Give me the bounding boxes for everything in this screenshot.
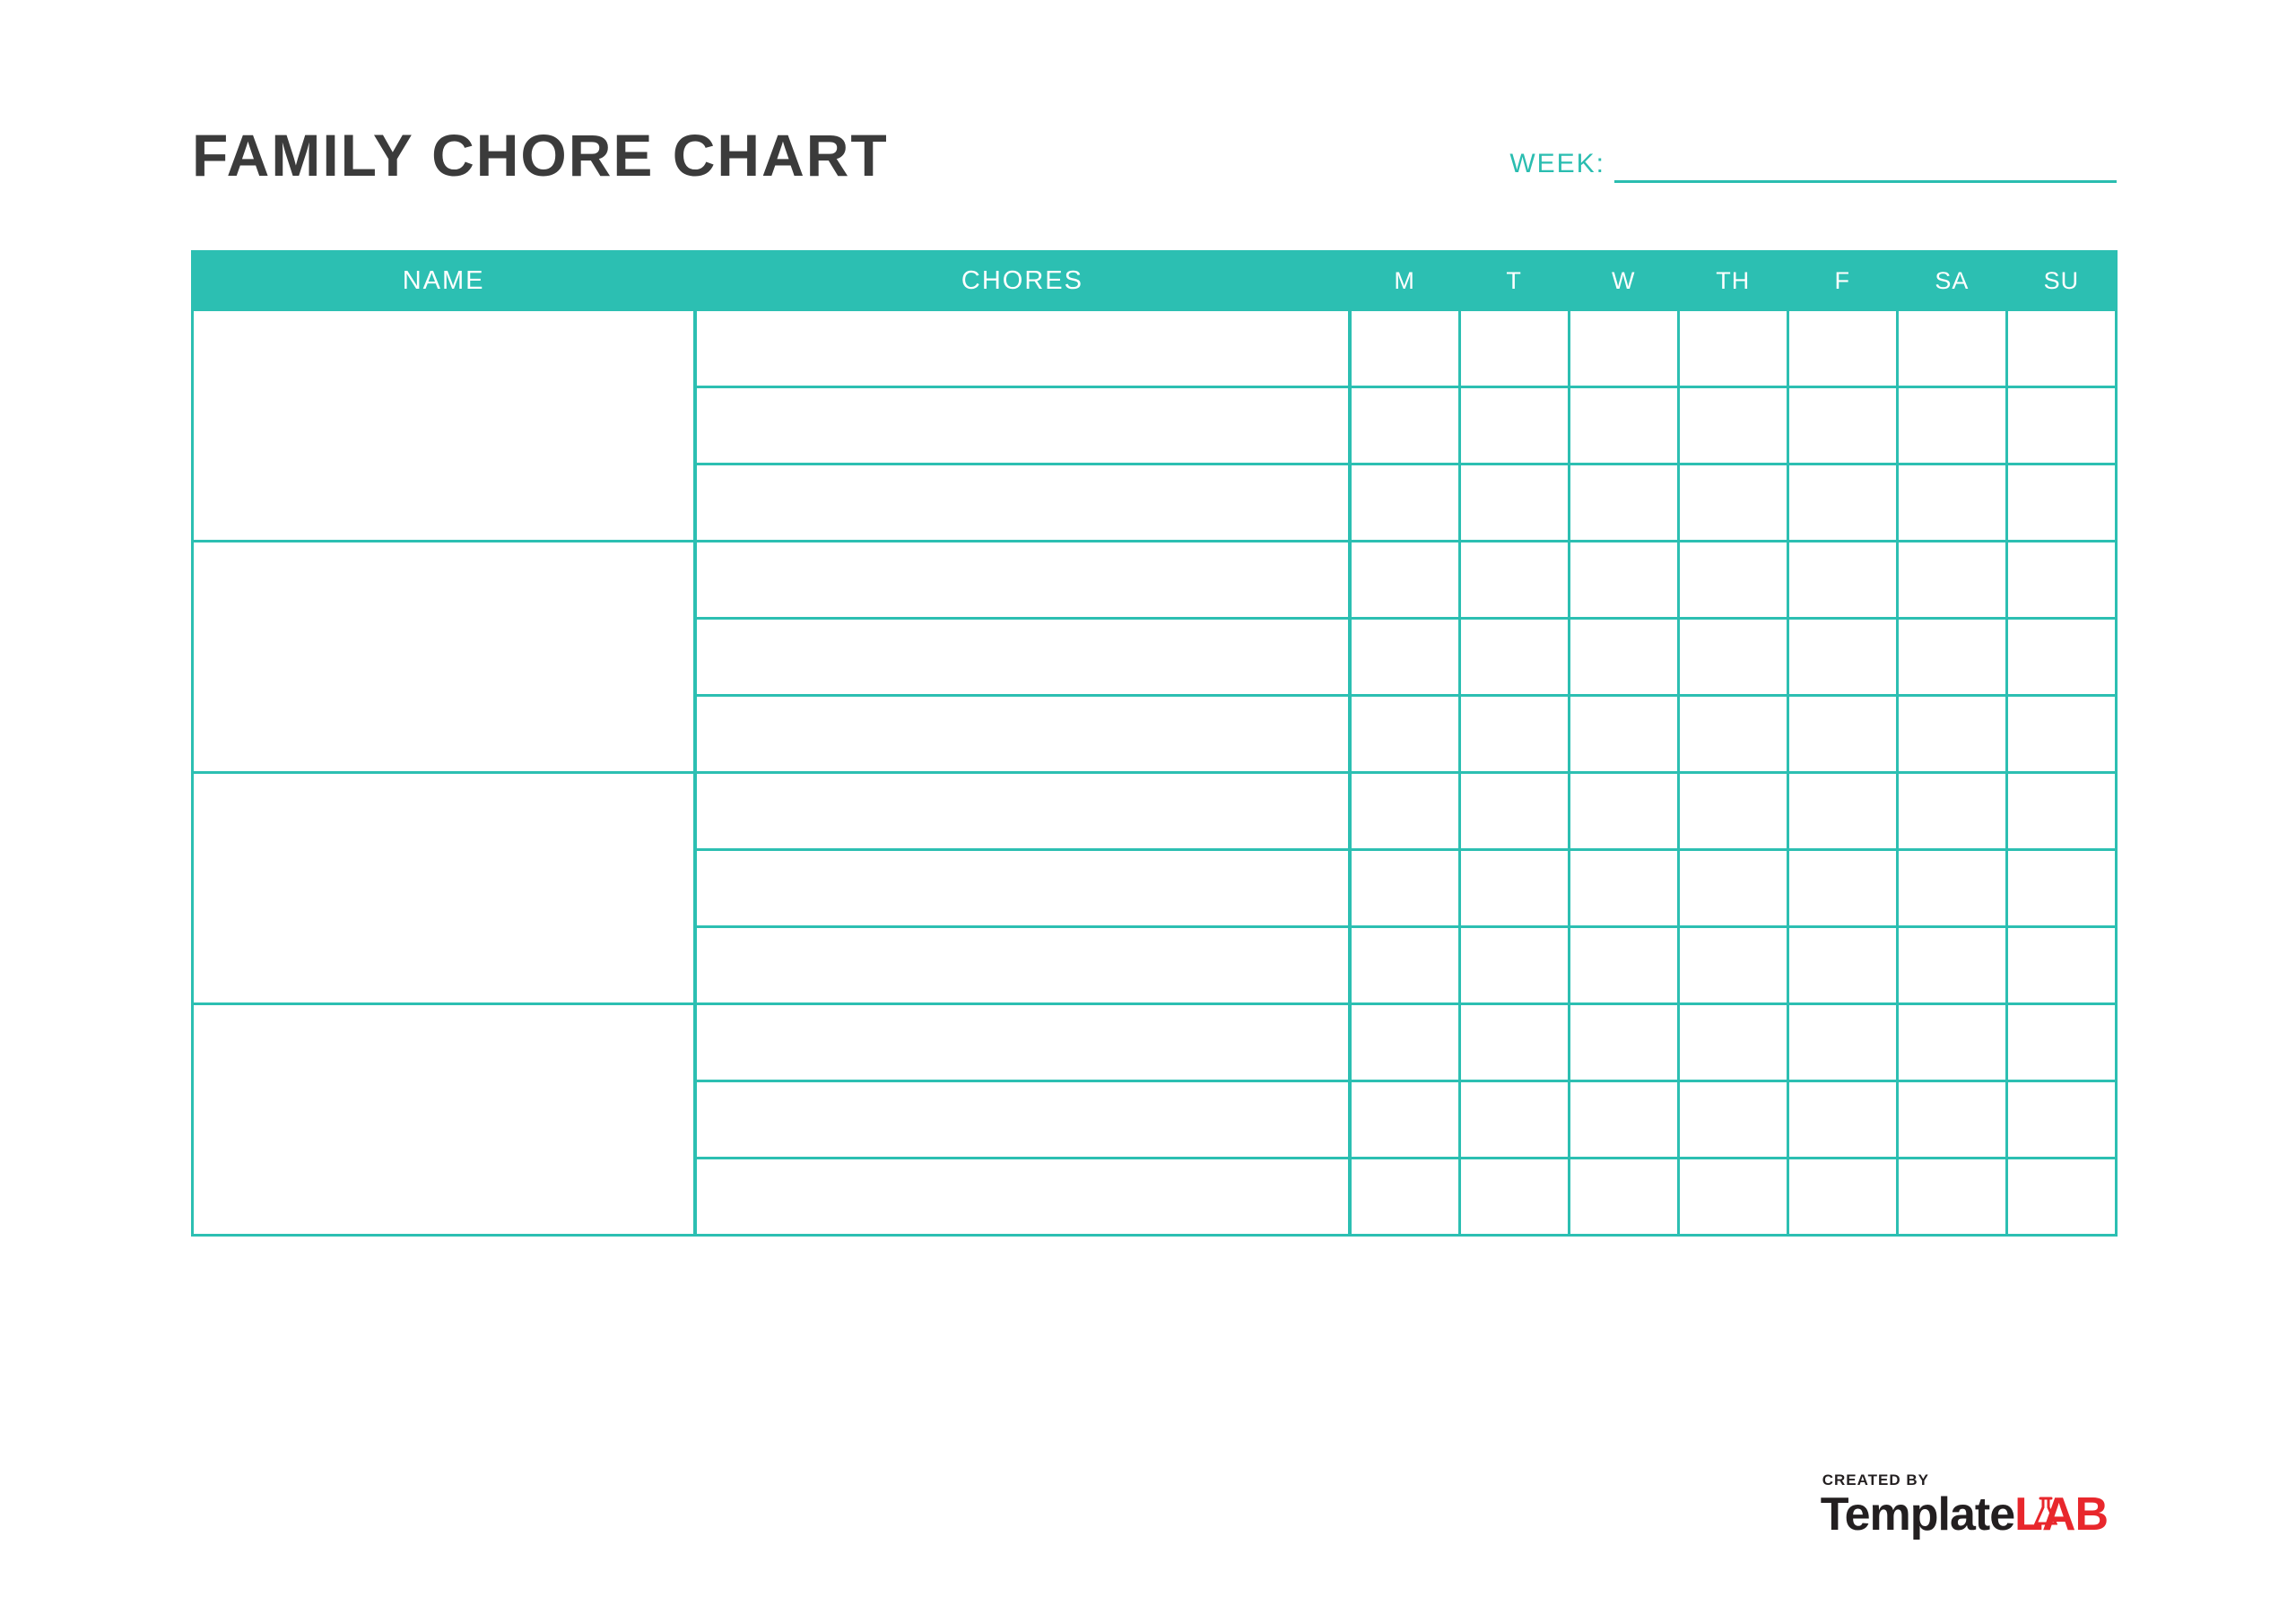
check-cell-thursday[interactable] — [1678, 310, 1787, 387]
column-header-sunday: SU — [2006, 252, 2116, 310]
chore-input-cell[interactable] — [695, 387, 1350, 464]
check-cell-wednesday[interactable] — [1569, 387, 1678, 464]
table-row — [193, 310, 2117, 387]
check-cell-thursday[interactable] — [1678, 387, 1787, 464]
check-cell-tuesday[interactable] — [1459, 1159, 1569, 1236]
check-cell-friday[interactable] — [1787, 773, 1897, 850]
check-cell-monday[interactable] — [1350, 310, 1459, 387]
check-cell-sunday[interactable] — [2006, 850, 2116, 927]
check-cell-thursday[interactable] — [1678, 619, 1787, 696]
check-cell-tuesday[interactable] — [1459, 1081, 1569, 1159]
check-cell-tuesday[interactable] — [1459, 542, 1569, 619]
check-cell-sunday[interactable] — [2006, 464, 2116, 542]
check-cell-monday[interactable] — [1350, 542, 1459, 619]
check-cell-saturday[interactable] — [1897, 310, 2006, 387]
check-cell-friday[interactable] — [1787, 1004, 1897, 1081]
column-header-chores: CHORES — [695, 252, 1350, 310]
logo-text-template: Template — [1820, 1488, 2015, 1541]
check-cell-wednesday[interactable] — [1569, 927, 1678, 1004]
column-header-thursday: TH — [1678, 252, 1787, 310]
check-cell-monday[interactable] — [1350, 696, 1459, 773]
check-cell-thursday[interactable] — [1678, 1081, 1787, 1159]
check-cell-friday[interactable] — [1787, 1081, 1897, 1159]
check-cell-thursday[interactable] — [1678, 542, 1787, 619]
check-cell-tuesday[interactable] — [1459, 387, 1569, 464]
table-header-row — [193, 252, 2117, 310]
check-cell-thursday[interactable] — [1678, 696, 1787, 773]
check-cell-wednesday[interactable] — [1569, 310, 1678, 387]
check-cell-wednesday[interactable] — [1569, 464, 1678, 542]
week-field-group — [1509, 151, 2117, 183]
week-input-line[interactable] — [1614, 180, 2117, 183]
templatelab-logo[interactable] — [1820, 1488, 2108, 1541]
check-cell-tuesday[interactable] — [1459, 464, 1569, 542]
check-cell-wednesday[interactable] — [1569, 850, 1678, 927]
check-cell-wednesday[interactable] — [1569, 542, 1678, 619]
check-cell-sunday[interactable] — [2006, 542, 2116, 619]
chore-input-cell[interactable] — [695, 927, 1350, 1004]
table-row — [193, 773, 2117, 850]
check-cell-monday[interactable] — [1350, 1081, 1459, 1159]
check-cell-sunday[interactable] — [2006, 310, 2116, 387]
check-cell-sunday[interactable] — [2006, 1081, 2116, 1159]
check-cell-sunday[interactable] — [2006, 387, 2116, 464]
check-cell-friday[interactable] — [1787, 387, 1897, 464]
check-cell-friday[interactable] — [1787, 1159, 1897, 1236]
name-input-cell[interactable] — [193, 542, 695, 773]
check-cell-wednesday[interactable] — [1569, 1081, 1678, 1159]
column-header-monday: M — [1350, 252, 1459, 310]
check-cell-saturday[interactable] — [1897, 927, 2006, 1004]
check-cell-tuesday[interactable] — [1459, 927, 1569, 1004]
check-cell-saturday[interactable] — [1897, 696, 2006, 773]
check-cell-thursday[interactable] — [1678, 927, 1787, 1004]
check-cell-monday[interactable] — [1350, 619, 1459, 696]
check-cell-monday[interactable] — [1350, 1004, 1459, 1081]
check-cell-saturday[interactable] — [1897, 464, 2006, 542]
check-cell-friday[interactable] — [1787, 464, 1897, 542]
footer-branding — [1820, 1471, 2108, 1541]
check-cell-tuesday[interactable] — [1459, 1004, 1569, 1081]
check-cell-sunday[interactable] — [2006, 619, 2116, 696]
document-header — [192, 122, 2117, 224]
check-cell-tuesday[interactable] — [1459, 310, 1569, 387]
check-cell-thursday[interactable] — [1678, 1159, 1787, 1236]
column-header-friday: F — [1787, 252, 1897, 310]
check-cell-saturday[interactable] — [1897, 1004, 2006, 1081]
check-cell-friday[interactable] — [1787, 696, 1897, 773]
chore-input-cell[interactable] — [695, 542, 1350, 619]
name-input-cell[interactable] — [193, 1004, 695, 1236]
check-cell-tuesday[interactable] — [1459, 696, 1569, 773]
name-input-cell[interactable] — [193, 773, 695, 1004]
check-cell-wednesday[interactable] — [1569, 773, 1678, 850]
check-cell-monday[interactable] — [1350, 927, 1459, 1004]
check-cell-wednesday[interactable] — [1569, 1004, 1678, 1081]
check-cell-sunday[interactable] — [2006, 927, 2116, 1004]
chore-input-cell[interactable] — [695, 1004, 1350, 1081]
check-cell-thursday[interactable] — [1678, 850, 1787, 927]
column-header-name: NAME — [193, 252, 695, 310]
check-cell-monday[interactable] — [1350, 387, 1459, 464]
page-title: FAMILY CHORE CHART — [192, 122, 889, 188]
chore-chart-table — [191, 250, 2118, 1237]
check-cell-saturday[interactable] — [1897, 773, 2006, 850]
column-header-tuesday: T — [1459, 252, 1569, 310]
check-cell-tuesday[interactable] — [1459, 850, 1569, 927]
check-cell-wednesday[interactable] — [1569, 696, 1678, 773]
chore-input-cell[interactable] — [695, 696, 1350, 773]
column-header-wednesday: W — [1569, 252, 1678, 310]
chore-input-cell[interactable] — [695, 619, 1350, 696]
check-cell-monday[interactable] — [1350, 773, 1459, 850]
chore-input-cell[interactable] — [695, 773, 1350, 850]
check-cell-sunday[interactable] — [2006, 1159, 2116, 1236]
check-cell-saturday[interactable] — [1897, 619, 2006, 696]
check-cell-monday[interactable] — [1350, 1159, 1459, 1236]
check-cell-thursday[interactable] — [1678, 773, 1787, 850]
flask-icon — [2034, 1497, 2057, 1527]
table-body — [193, 310, 2117, 1236]
check-cell-monday[interactable] — [1350, 464, 1459, 542]
check-cell-saturday[interactable] — [1897, 1081, 2006, 1159]
check-cell-sunday[interactable] — [2006, 696, 2116, 773]
table-row — [193, 1004, 2117, 1081]
check-cell-wednesday[interactable] — [1569, 619, 1678, 696]
chore-input-cell[interactable] — [695, 310, 1350, 387]
table-header-row-group — [193, 252, 2117, 310]
chore-input-cell[interactable] — [695, 850, 1350, 927]
check-cell-sunday[interactable] — [2006, 1004, 2116, 1081]
check-cell-friday[interactable] — [1787, 310, 1897, 387]
check-cell-friday[interactable] — [1787, 927, 1897, 1004]
table-row — [193, 542, 2117, 619]
check-cell-saturday[interactable] — [1897, 1159, 2006, 1236]
check-cell-thursday[interactable] — [1678, 1004, 1787, 1081]
check-cell-wednesday[interactable] — [1569, 1159, 1678, 1236]
name-input-cell[interactable] — [193, 310, 695, 542]
check-cell-thursday[interactable] — [1678, 464, 1787, 542]
created-by-label: CREATED BY — [1822, 1471, 1929, 1488]
check-cell-monday[interactable] — [1350, 850, 1459, 927]
chore-input-cell[interactable] — [695, 1159, 1350, 1236]
check-cell-saturday[interactable] — [1897, 850, 2006, 927]
check-cell-tuesday[interactable] — [1459, 773, 1569, 850]
check-cell-sunday[interactable] — [2006, 773, 2116, 850]
check-cell-saturday[interactable] — [1897, 542, 2006, 619]
check-cell-tuesday[interactable] — [1459, 619, 1569, 696]
week-label: WEEK: — [1509, 149, 1605, 178]
logo-text-lab: LAB — [2014, 1488, 2108, 1541]
check-cell-friday[interactable] — [1787, 850, 1897, 927]
check-cell-friday[interactable] — [1787, 619, 1897, 696]
chore-input-cell[interactable] — [695, 1081, 1350, 1159]
column-header-saturday: SA — [1897, 252, 2006, 310]
check-cell-saturday[interactable] — [1897, 387, 2006, 464]
chore-input-cell[interactable] — [695, 464, 1350, 542]
check-cell-friday[interactable] — [1787, 542, 1897, 619]
